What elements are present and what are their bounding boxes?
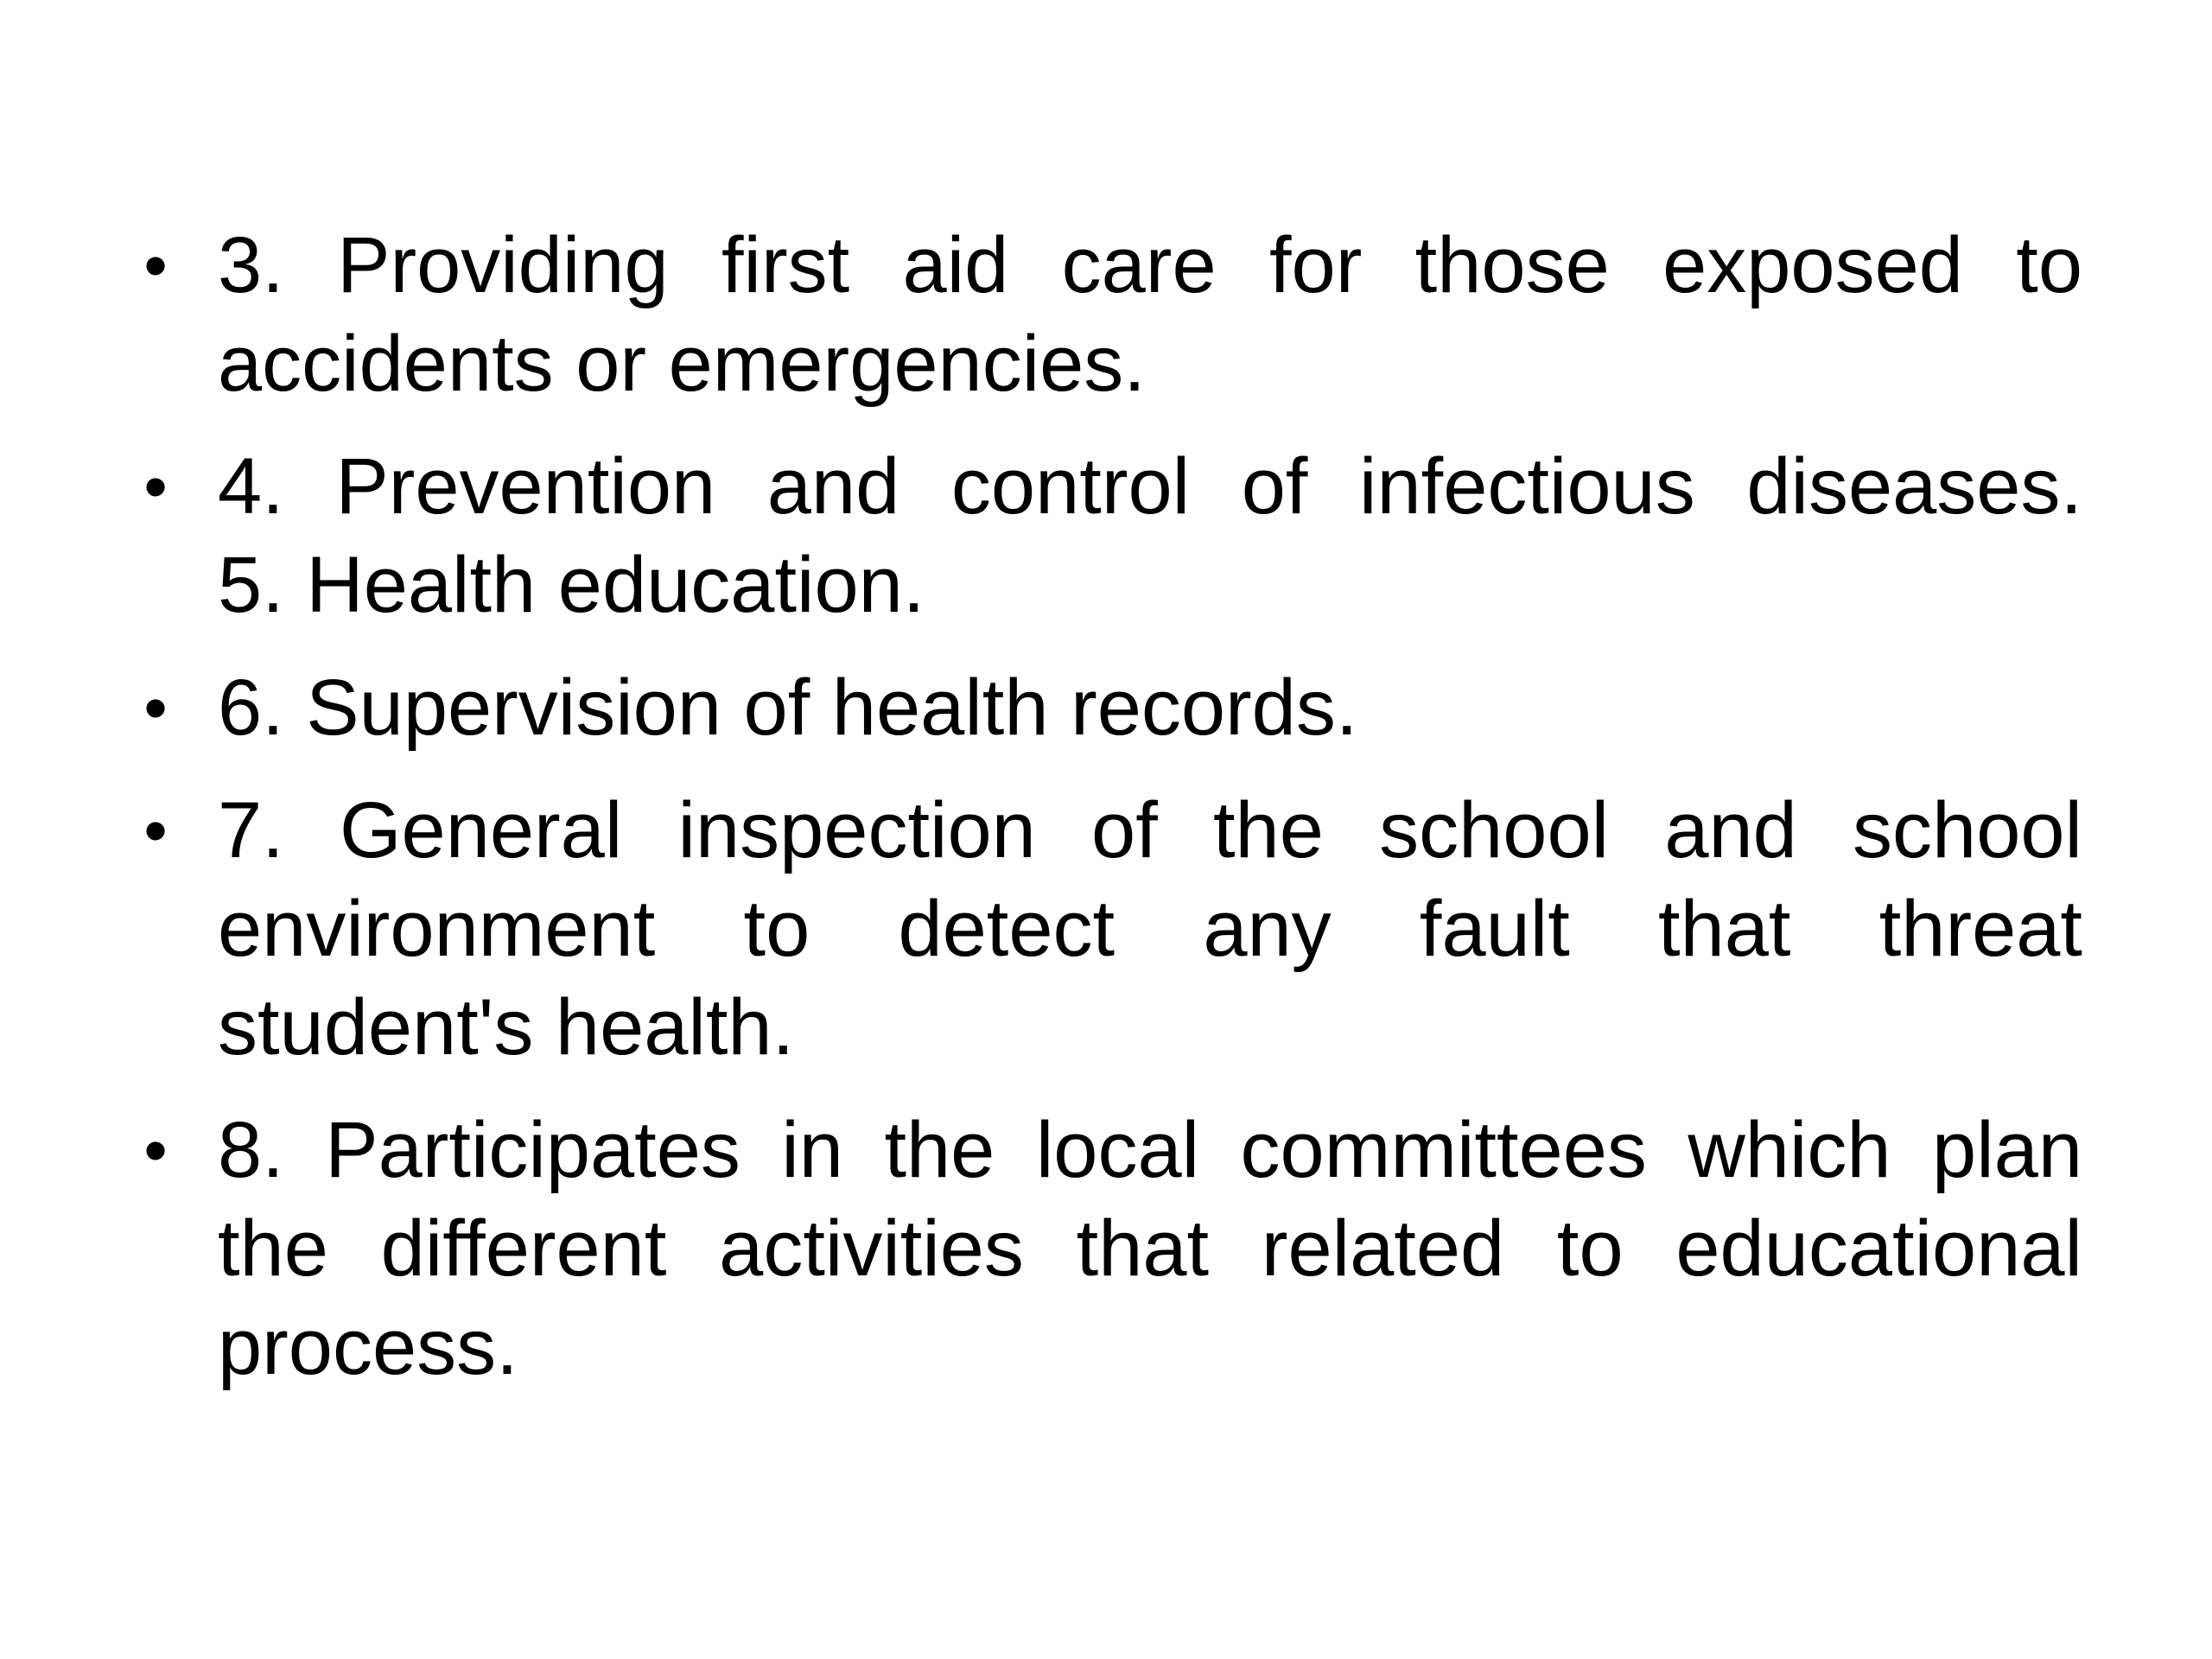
bullet-text-line: 8. Participates in the local committees which plan — [218, 1106, 2082, 1194]
bullet-icon: • — [143, 227, 168, 303]
bullet-item — [130, 1101, 2082, 1396]
bullet-icon: • — [143, 448, 168, 524]
bullet-text-line: 7. General inspection of the school and school — [218, 786, 2082, 874]
bullet-text-line: the different activities that related to educational — [218, 1205, 2082, 1293]
bullet-text-line: process. — [218, 1303, 518, 1391]
bullet-text-line: 4. Prevention and control of infectious diseases. — [218, 442, 2082, 531]
bullet-icon: • — [143, 1112, 168, 1188]
bullet-text-line: accidents or emergencies. — [218, 320, 1146, 408]
bullet-text-line: 6. Supervision of health records. — [218, 664, 1358, 752]
bullet-list — [130, 216, 2082, 1421]
bullet-text-line: 3. Providing first aid care for those exposed to — [218, 221, 2082, 309]
bullet-icon: • — [143, 670, 168, 746]
bullet-icon: • — [143, 792, 168, 868]
bullet-item — [130, 437, 2082, 634]
bullet-text-line: 5. Health education. — [218, 541, 925, 629]
bullet-item — [130, 216, 2082, 413]
bullet-item — [130, 658, 2082, 757]
bullet-item — [130, 781, 2082, 1077]
bullet-text-line: student's health. — [218, 983, 795, 1071]
bullet-text-line: environment to detect any fault that threat — [218, 885, 2082, 973]
